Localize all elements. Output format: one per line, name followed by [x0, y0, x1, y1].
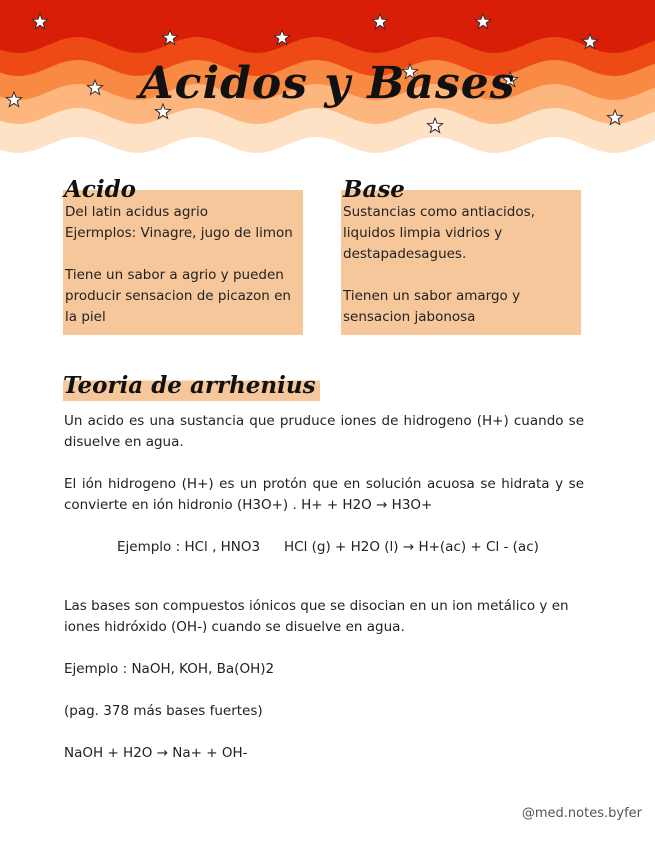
arrhenius-paragraph-2: El ión hidrogeno (H+) es un protón que en solución acuosa se hidrata y se convierte en ión hidronio (H3O+) . H+ + H2O → H3O+ — [64, 476, 584, 513]
acido-line-1: Del latin acidus agrio — [65, 204, 208, 220]
bases-paragraph: Las bases son compuestos iónicos que se disocian en un ion metálico y en iones hidróxido (OH-) cuando se disuelve en agua. — [64, 598, 569, 635]
acido-box — [63, 190, 303, 335]
arrhenius-heading: Teoria de arrhenius — [63, 372, 320, 401]
example-equation: HCl (g) + H2O (l) → H+(ac) + Cl - (ac) — [284, 539, 539, 555]
base-box — [341, 190, 581, 335]
example-acids: Ejemplo : HCl , HNO3 — [117, 539, 261, 555]
acido-line-3: Tiene un sabor a agrio y pueden — [65, 267, 284, 283]
base-line-2: liquidos limpia vidrios y — [343, 225, 503, 241]
arrhenius-paragraph-1: Un acido es una sustancia que pruduce iones de hidrogeno (H+) cuando se disuelve en agua. — [64, 413, 584, 450]
base-line-5: sensacion jabonosa — [343, 309, 476, 325]
example-bases: Ejemplo : NaOH, KOH, Ba(OH)2 — [64, 661, 275, 677]
naoh-equation: NaOH + H2O → Na+ + OH- — [64, 745, 248, 761]
acido-line-4: producir sensacion de picazon en — [65, 288, 291, 304]
base-line-3: destapadesagues. — [343, 246, 467, 262]
base-line-4: Tienen un sabor amargo y — [343, 288, 521, 304]
base-heading: Base — [343, 176, 405, 203]
page-title: Acidos y Bases — [139, 58, 516, 109]
base-line-1: Sustancias como antiacidos, — [343, 204, 535, 220]
acido-line-5: la piel — [65, 309, 106, 325]
acido-heading: Acido — [64, 176, 137, 203]
page-reference: (pag. 378 más bases fuertes) — [64, 703, 263, 719]
acido-line-2: Ejermplos: Vinagre, jugo de limon — [65, 225, 293, 241]
footer-handle: @med.notes.byfer — [521, 806, 642, 821]
